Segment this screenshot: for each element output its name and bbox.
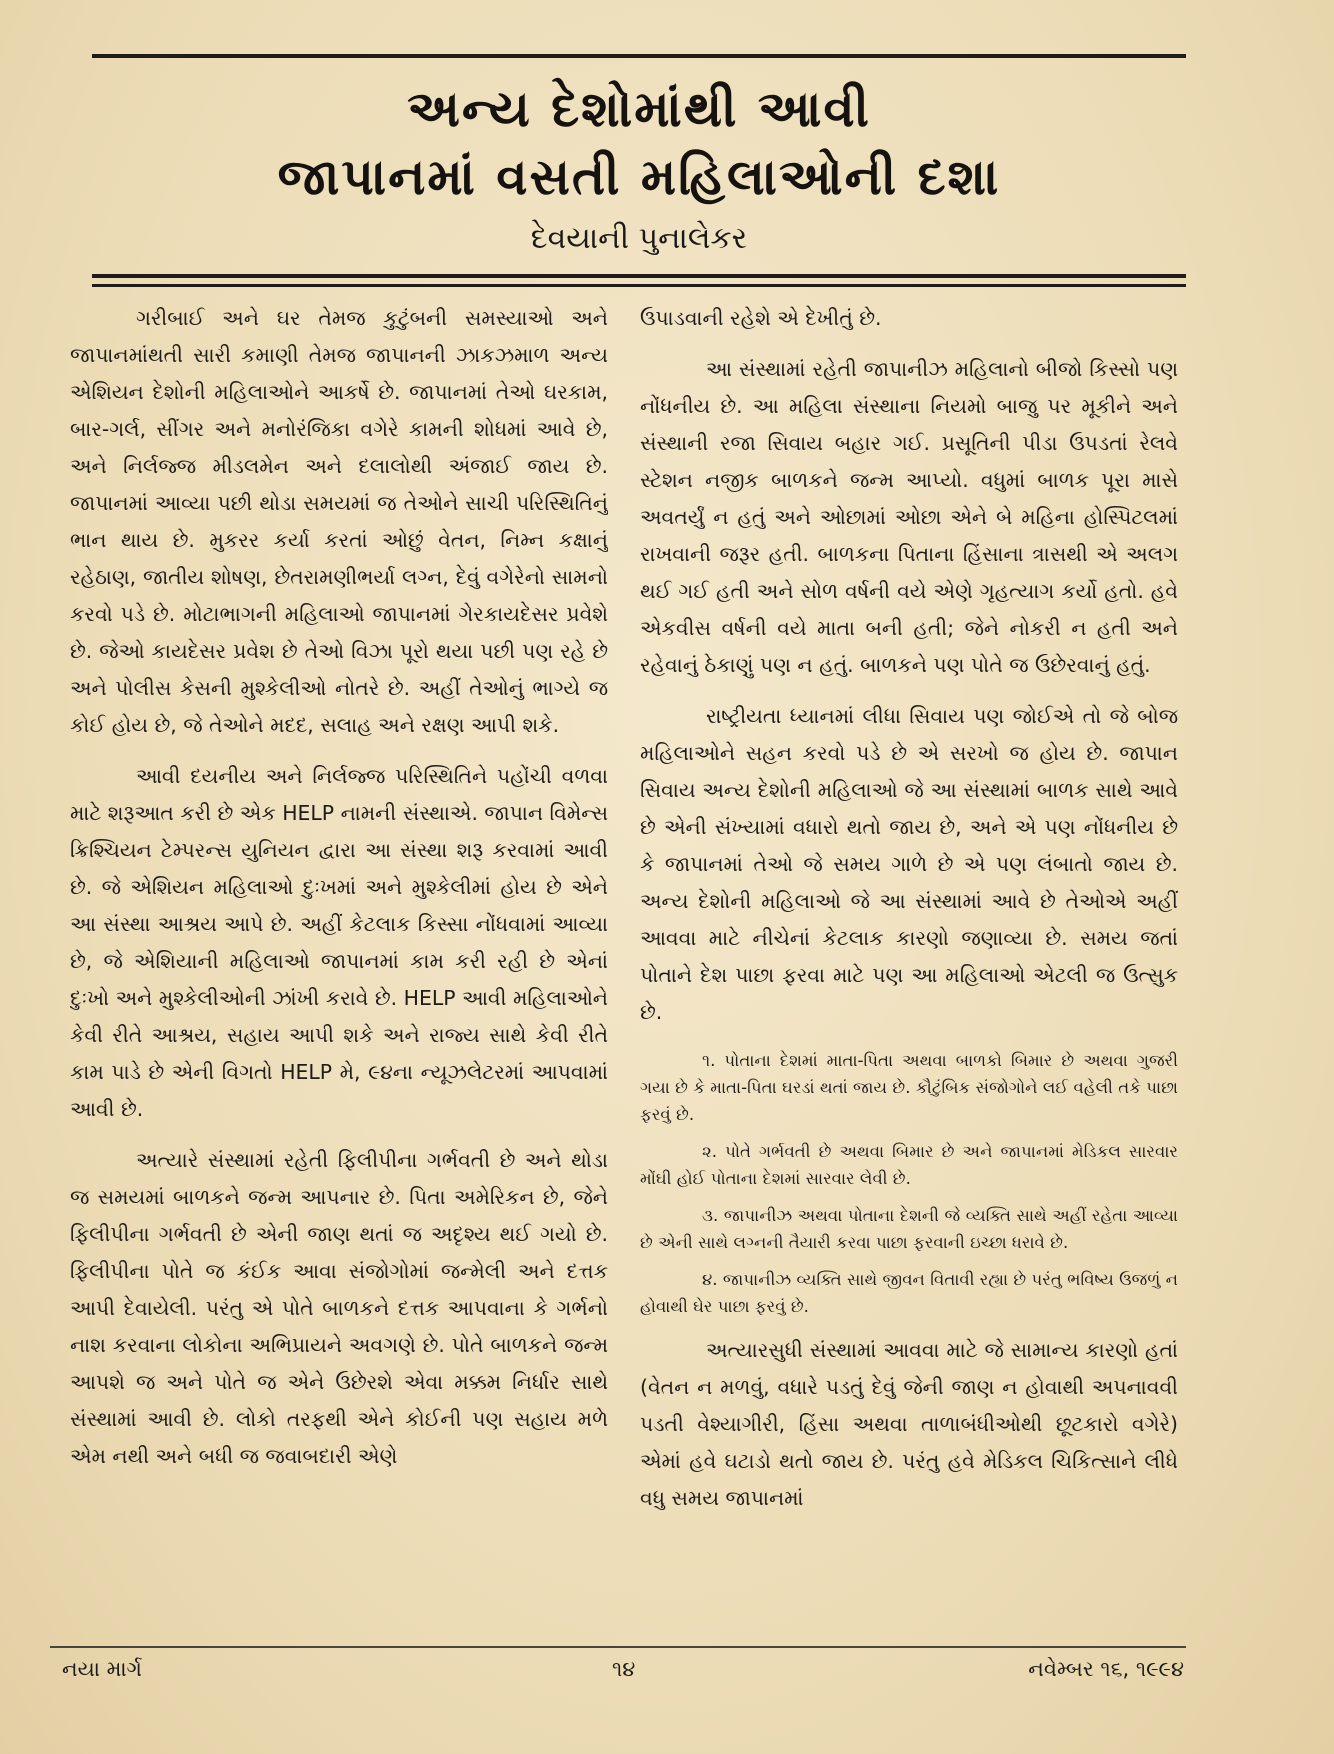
publication-name: નયા માર્ગ bbox=[62, 1657, 142, 1681]
body-paragraph: અત્યારે સંસ્થામાં રહેતી ફિલીપીના ગર્ભવતી છે અને થોડા જ સમયમાં બાળકને જન્મ આપનાર છે. પિતા અમેરિકન છે, જેને ફિલીપીના ગર્ભવતી છે એની જાણ થતાં જ અદૃશ્ય થઈ ગયો છે. ફિલીપીના પોતે જ કંઈક આવા સંજોગોમાં જન્મેલી અને દત્તક આપી દેવાયેલી. પરંતુ એ પોતે બાળકને દત્તક આપવાના કે ગર્ભનો નાશ કરવાના લોકોના અભિપ્રાયને અવગણે છે. પોતે બાળકને જન્મ આપશે જ અને પોતે જ એને ઉછેરશે એવા મક્કમ નિર્ધાર સાથે સંસ્થામાં આવી છે. લોકો તરફથી એને કોઈની પણ સહાય મળે એમ નથી અને બધી જ જવાબદારી એણે bbox=[70, 1148, 608, 1468]
body-paragraph: આ સંસ્થામાં રહેતી જાપાનીઝ મહિલાનો બીજો કિસ્સો પણ નોંધનીય છે. આ મહિલા સંસ્થાના નિયમો બાજુ પર મૂકીને અને સંસ્થાની રજા સિવાય બહાર ગઈ. પ્રસૂતિની પીડા ઉપડતાં રેલવે સ્ટેશન નજીક બાળકને જન્મ આપ્યો. વધુમાં બાળક પૂરા માસે અવતર્યું ન હતું અને ઓછામાં ઓછા એને બે મહિના હોસ્પિટલમાં રાખવાની જરૂર હતી. બાળકના પિતાના હિંસાના ત્રાસથી એ અલગ થઈ ગઈ હતી અને સોળ વર્ષની વયે એણે ગૃહત્યાગ કર્યો હતો. હવે એકવીસ વર્ષની વયે માતા બની હતી; જેને નોકરી ન હતી અને રહેવાનું ઠેકાણું પણ ન હતું. બાળકને પણ પોતે જ ઉછેરવાનું હતું. bbox=[640, 357, 1178, 677]
body-paragraph: અત્યારસુધી સંસ્થામાં આવવા માટે જે સામાન્ય કારણો હતાં (વેતન ન મળવું, વધારે પડતું દેવું જેની જાણ ન હોવાથી અપનાવવી પડતી વેશ્યાગીરી, હિંસા અથવા તાળાબંધીઓથી છૂટકારો વગેરે) એમાં હવે ઘટાડો થતો જાય છે. પરંતુ હવે મેડિકલ ચિકિત્સાને લીધે વધુ સમય જાપાનમાં bbox=[640, 1338, 1178, 1510]
footer-rule bbox=[50, 1646, 1186, 1648]
page-number: ૧૪ bbox=[612, 1657, 636, 1681]
article-title-line-1: અન્ય દેશોમાંથી આવી bbox=[407, 80, 871, 138]
continued-paragraph: ઉપાડવાની રહેશે એ દેખીતું છે. bbox=[640, 306, 882, 330]
reasons-list bbox=[640, 1047, 1178, 1320]
reason-item: ૪. જાપાનીઝ વ્યક્તિ સાથે જીવન વિતાવી રહ્યા છે પરંતુ ભવિષ્ય ઉજળું ન હોવાથી ઘેર પાછા ફરવું છે. bbox=[640, 1270, 1178, 1316]
reason-item: ૨. પોતે ગર્ભવતી છે અથવા બિમાર છે અને જાપાનમાં મેડિકલ સારવાર મોંઘી હોઈ પોતાના દેશમાં સારવાર લેવી છે. bbox=[640, 1142, 1178, 1188]
left-column bbox=[70, 300, 608, 1640]
issue-date: નવેમ્બર ૧૬, ૧૯૯૪ bbox=[1028, 1657, 1184, 1681]
body-paragraph: આવી દયનીય અને નિર્લજ્જ પરિસ્થિતિને પહોંચી વળવા માટે શરૂઆત કરી છે એક HELP નામની સંસ્થાએ. જાપાન વિમેન્સ ક્રિશ્ચિયન ટેમ્પરન્સ યુનિયન દ્વારા આ સંસ્થા શરૂ કરવામાં આવી છે. જે એશિયન મહિલાઓ દુઃખમાં અને મુશ્કેલીમાં હોય છે એને આ સંસ્થા આશ્રય આપે છે. અહીં કેટલાક કિસ્સા નોંધવામાં આવ્યા છે, જે એશિયાની મહિલાઓ જાપાનમાં કામ કરી રહી છે એનાં દુઃખો અને મુશ્કેલીઓની ઝાંખી કરાવે છે. HELP આવી મહિલાઓને કેવી રીતે આશ્રય, સહાય આપી શકે અને રાજ્ય સાથે કેવી રીતે કામ પાડે છે એની વિગતો HELP મે, ૯૪ના ન્યૂઝલેટરમાં આપવામાં આવી છે. bbox=[70, 764, 608, 1121]
author-byline: દેવયાની પુનાલેકર bbox=[530, 221, 748, 256]
body-paragraph: રાષ્ટ્રીયતા ધ્યાનમાં લીધા સિવાય પણ જોઈએ તો જે બોજ મહિલાઓને સહન કરવો પડે છે એ સરખો જ હોય છે. જાપાન સિવાય અન્ય દેશોની મહિલાઓ જે આ સંસ્થામાં બાળક સાથે આવે છે એની સંખ્યામાં વધારો થતો જાય છે, અને એ પણ નોંધનીય છે કે જાપાનમાં તેઓ જે સમય ગાળે છે એ પણ લંબાતો જાય છે. અન્ય દેશોની મહિલાઓ જે આ સંસ્થામાં આવે છે તેઓએ અહીં આવવા માટે નીચેનાં કેટલાક કારણો જણાવ્યા છે. સમય જતાં પોતાને દેશ પાછા ફરવા માટે પણ આ મહિલાઓ એટલી જ ઉત્સુક છે. bbox=[640, 704, 1178, 1024]
reason-item: ૧. પોતાના દેશમાં માતા-પિતા અથવા બાળકો બિમાર છે અથવા ગુજરી ગયા છે કે માતા-પિતા ઘરડાં થતાં જાય છે. કૌટુંબિક સંજોગોને લઈ વહેલી તકે પાછા ફરવું છે. bbox=[640, 1051, 1178, 1124]
article-title-line-2: જાપાનમાં વસતી મહિલાઓની દશા bbox=[277, 148, 1001, 206]
reason-item: ૩. જાપાનીઝ અથવા પોતાના દેશની જે વ્યક્તિ સાથે અહીં રહેતા આવ્યા છે એની સાથે લગ્નની તૈયારી કરવા પાછા ફરવાની ઇચ્છા ધરાવે છે. bbox=[640, 1206, 1178, 1252]
header-double-rule-top bbox=[92, 274, 1186, 278]
body-paragraph: ગરીબાઈ અને ઘર તેમજ કુટુંબની સમસ્યાઓ અને જાપાનમાંથતી સારી કમાણી તેમજ જાપાનની ઝાકઝમાળ અન્ય એશિયન દેશોની મહિલાઓને આકર્ષે છે. જાપાનમાં તેઓ ઘરકામ, બાર-ગર્લ, સીંગર અને મનોરંજિકા વગેરે કામની શોધમાં આવે છે, અને નિર્લજ્જ મીડલમેન અને દલાલોથી અંજાઈ જાય છે. જાપાનમાં આવ્યા પછી થોડા સમયમાં જ તેઓને સાચી પરિસ્થિતિનું ભાન થાય છે. મુકરર કર્યા કરતાં ઓછું વેતન, નિમ્ન કક્ષાનું રહેઠાણ, જાતીય શોષણ, છેતરામણીભર્યા લગ્ન, દેવું વગેરેનો સામનો કરવો પડે છે. મોટાભાગની મહિલાઓ જાપાનમાં ગેરકાયદેસર પ્રવેશે છે. જેઓ કાયદેસર પ્રવેશ છે તેઓ વિઝા પૂરો થયા પછી પણ રહે છે અને પોલીસ કેસની મુશ્કેલીઓ નોતરે છે. અહીં તેઓનું ભાગ્યે જ કોઈ હોય છે, જે તેઓને મદદ, સલાહ અને રક્ષણ આપી શકે. bbox=[70, 306, 608, 737]
top-rule bbox=[92, 54, 1186, 58]
right-column bbox=[640, 300, 1178, 1640]
header-double-rule-bottom bbox=[92, 284, 1186, 287]
